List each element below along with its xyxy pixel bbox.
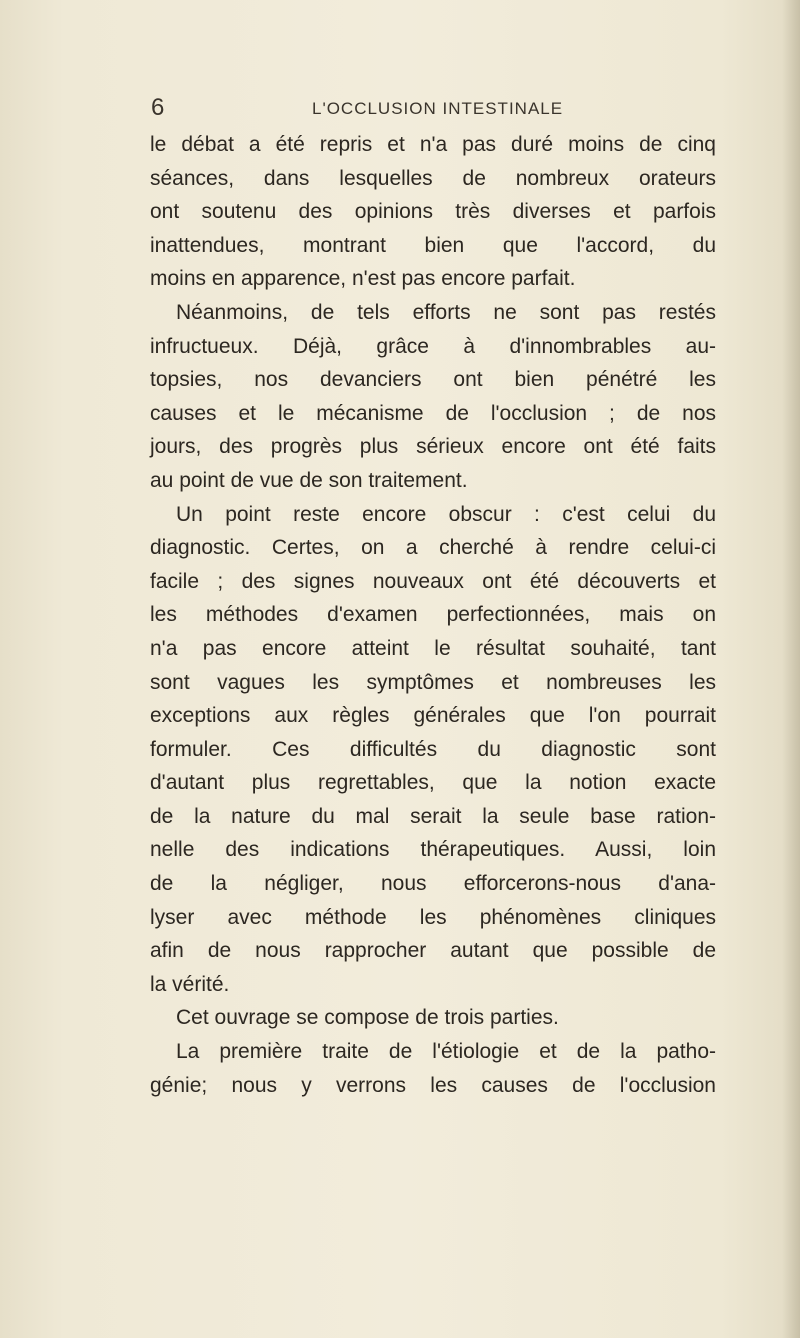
text-line: diagnostic. Certes, on a cherché à rendre celui-ci	[150, 536, 716, 560]
text-line: formuler. Ces difficultés du diagnostic sont	[150, 737, 716, 761]
text-line: le débat a été repris et n'a pas duré moins de cinq	[150, 133, 716, 156]
text-line: au point de vue de son traitement.	[150, 468, 468, 492]
text-line: séances, dans lesquelles de nombreux orateurs	[150, 166, 716, 190]
text-line: nelle des indications thérapeutiques. Aussi, loin	[150, 838, 716, 862]
page-edge-shadow	[782, 0, 800, 1338]
text-line: La première traite de l'étiologie et de la patho-	[176, 1040, 716, 1064]
text-line: moins en apparence, n'est pas encore parfait.	[150, 267, 576, 291]
text-line: afin de nous rapprocher autant que possible de	[150, 939, 716, 963]
body-text	[150, 128, 716, 1102]
text-line: jours, des progrès plus sérieux encore ont été faits	[150, 435, 716, 459]
text-line: de la négliger, nous efforcerons-nous d'ana-	[150, 872, 716, 896]
text-line: Cet ouvrage se compose de trois parties.	[176, 1006, 559, 1030]
text-line: exceptions aux règles générales que l'on pourrait	[150, 704, 716, 728]
text-line: ont soutenu des opinions très diverses et parfois	[150, 200, 716, 224]
text-line: topsies, nos devanciers ont bien pénétré les	[150, 368, 716, 392]
text-line: lyser avec méthode les phénomènes cliniques	[150, 905, 716, 929]
text-line: Un point reste encore obscur : c'est celui du	[176, 502, 716, 526]
page-number: 6	[151, 94, 165, 121]
text-line: infructueux. Déjà, grâce à d'innombrables au-	[150, 334, 716, 358]
text-line: les méthodes d'examen perfectionnées, mais on	[150, 603, 716, 627]
text-line: causes et le mécanisme de l'occlusion ; de nos	[150, 401, 716, 425]
text-line: génie; nous y verrons les causes de l'occlusion	[150, 1073, 716, 1097]
text-line: d'autant plus regrettables, que la notion exacte	[150, 771, 716, 795]
text-line: inattendues, montrant bien que l'accord, du	[150, 233, 716, 257]
text-line: sont vagues les symptômes et nombreuses les	[150, 670, 716, 694]
text-line: facile ; des signes nouveaux ont été découverts et	[150, 569, 716, 593]
running-title: L'OCCLUSION INTESTINALE	[312, 99, 564, 118]
text-line: n'a pas encore atteint le résultat souhaité, tant	[150, 636, 716, 660]
text-line: la vérité.	[150, 972, 230, 996]
text-line: de la nature du mal serait la seule base ration-	[150, 804, 716, 828]
text-line: Néanmoins, de tels efforts ne sont pas restés	[176, 300, 716, 324]
